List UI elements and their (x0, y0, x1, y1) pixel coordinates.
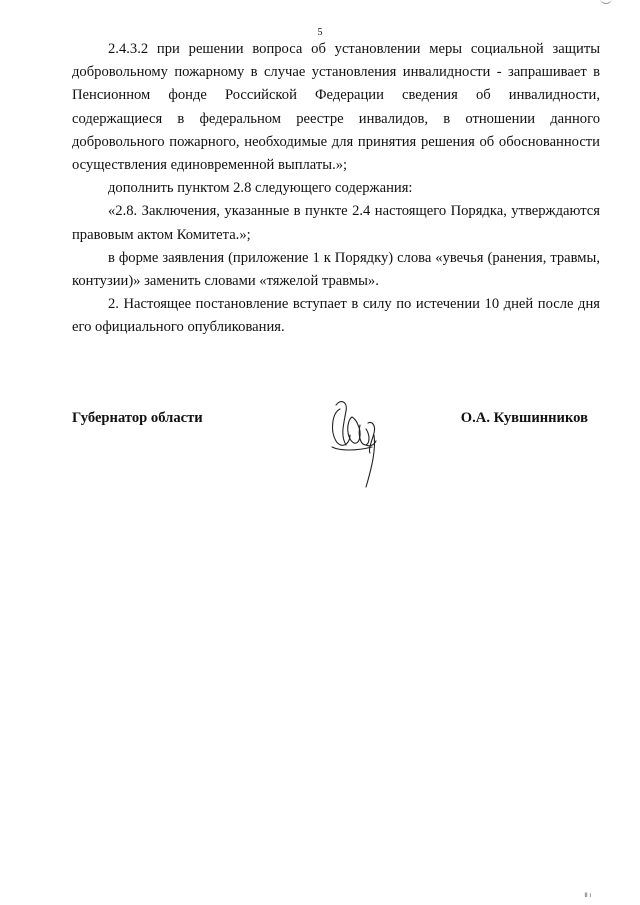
footer-mark: II ı (584, 893, 591, 899)
paragraph-add-2-8: дополнить пунктом 2.8 следующего содержания: (108, 180, 413, 197)
top-corner-mark (600, 0, 612, 4)
paragraph-form-change: в форме заявления (приложение 1 к Порядку) слова «увечья (ранения, травмы, контузии)» заменить словами «тяжелой травмы». (72, 249, 600, 290)
paragraph-2-4-3-2: 2.4.3.2 при решении вопроса об установлении меры социальной защиты добровольному пожарному в случае установления инвалидности - запрашивает в Пенсионном фонде Российской Федерации сведения об инвалидности, содержащиеся в федеральном реестре инвалидов, в отношении данного добровольного пожарного, необходимые для принятия решения об обоснованности осуществления единовременной выплаты.»; (72, 41, 600, 174)
paragraph-effective-date: 2. Настоящее постановление вступает в силу по истечении 10 дней после дня его официального опубликования. (72, 296, 600, 336)
signatory-name: О.А. Кувшинников (460, 410, 588, 426)
handwritten-signature (326, 395, 386, 493)
document-body (72, 38, 600, 340)
page-number: 5 (317, 27, 323, 38)
signatory-position: Губернатор области (72, 410, 203, 426)
paragraph-2-8-text: «2.8. Заключения, указанные в пункте 2.4 настоящего Порядка, утверждаются правовым актом Комитета.»; (72, 203, 600, 243)
